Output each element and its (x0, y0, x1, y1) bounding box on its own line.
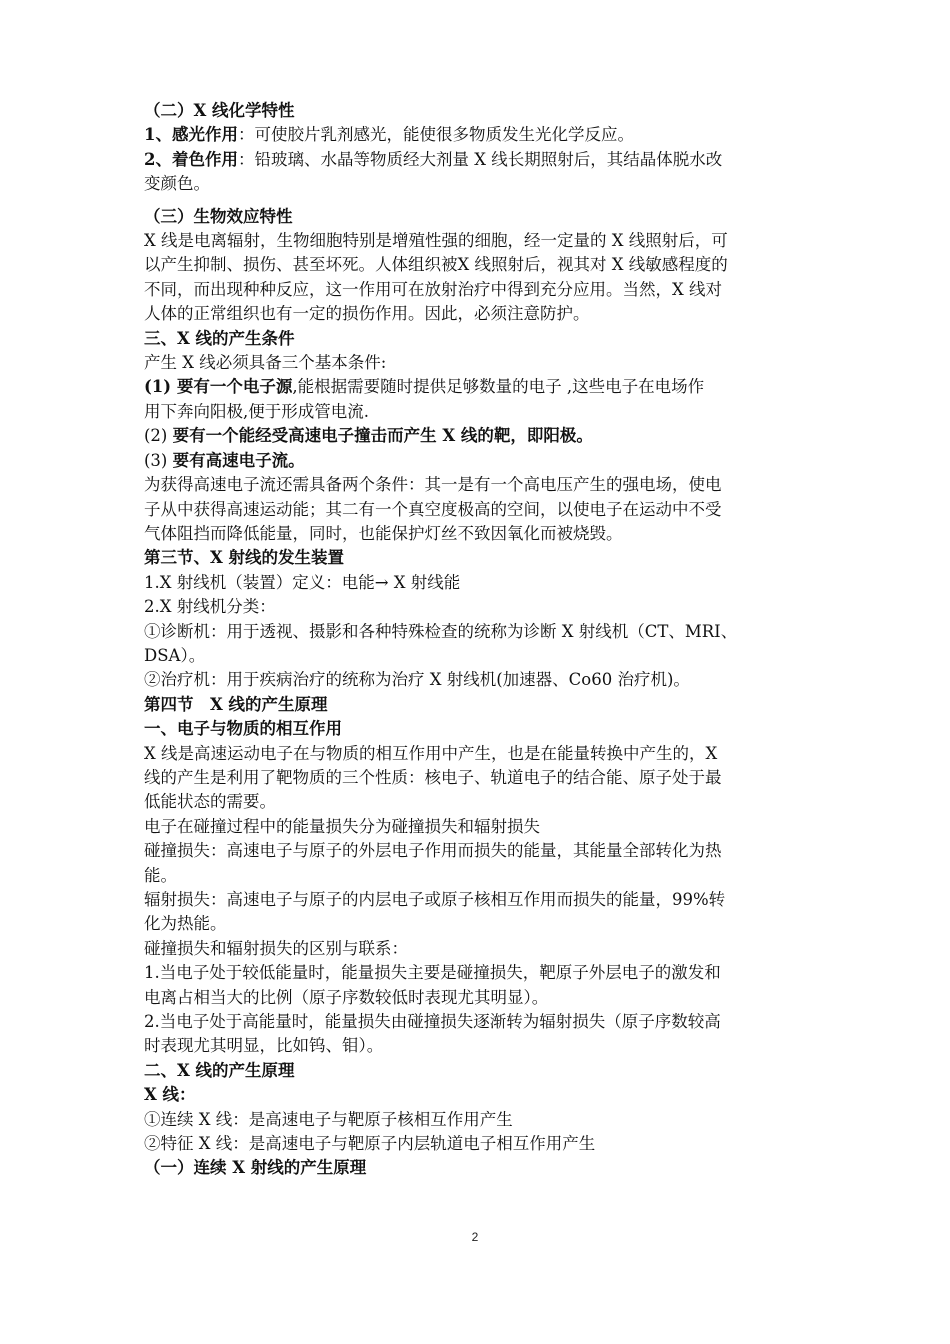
text-line: 一、电子与物质的相互作用 (144, 719, 342, 739)
bold-text: 要有高速电子流。 (172, 450, 305, 470)
text-line: 碰撞损失：高速电子与原子的外层电子作用而损失的能量，其能量全部转化为热 (144, 841, 722, 861)
text-line: 二、X 线的产生原理 (144, 1060, 295, 1080)
text-line (144, 449, 812, 473)
text: ：可使胶片乳剂感光，能使很多物质发生光化学反应。 (237, 125, 634, 145)
text-line: 化为热能。 (144, 914, 227, 934)
text-line: 低能状态的需要。 (144, 792, 276, 812)
text-line: X 线是电离辐射，生物细胞特别是增殖性强的细胞，经一定量的 X 线照射后，可 (144, 231, 728, 251)
text-line: 能。 (144, 865, 177, 885)
text-line: 电离占相当大的比例（原子序数较低时表现尤其明显）。 (144, 987, 549, 1007)
text-line: 1.当电子处于较低能量时，能量损失主要是碰撞损失，靶原子外层电子的激发和 (144, 963, 721, 983)
text-line (144, 375, 812, 399)
text-line: （二）X 线化学特性 (144, 101, 295, 120)
text-line: 电子在碰撞过程中的能量损失分为碰撞损失和辐射损失 (144, 816, 540, 836)
text-line: 以产生抑制、损伤、甚至坏死。人体组织被X 线照射后，视其对 X 线敏感程度的 (144, 255, 728, 275)
text-line: 1.X 射线机（装置）定义：电能→ X 射线能 (144, 572, 461, 592)
text-line: 2.X 射线机分类： (144, 597, 276, 617)
text-line: 气体阻挡而降低能量，同时，也能保护灯丝不致因氧化而被烧毁。 (144, 523, 623, 543)
text-line: 时表现尤其明显，比如钨、钼）。 (144, 1036, 384, 1056)
text-line: 产生 X 线必须具备三个基本条件: (144, 353, 387, 373)
text-line: ①连续 X 线：是高速电子与靶原子核相互作用产生 (144, 1109, 513, 1129)
text-line: 人体的正常组织也有一定的损伤作用。因此，必须注意防护。 (144, 304, 590, 324)
text-line (144, 424, 812, 448)
text-line: ②特征 X 线：是高速电子与靶原子内层轨道电子相互作用产生 (144, 1134, 596, 1154)
text-line: （三）生物效应特性 (144, 206, 293, 226)
text-line: 变颜色。 (144, 174, 210, 194)
page-number: 2 (471, 1230, 479, 1244)
text-line: 辐射损失：高速电子与原子的内层电子或原子核相互作用而损失的能量，99%转 (144, 890, 726, 909)
text-line: X 线： (144, 1085, 196, 1105)
text-line: 用下奔向阳极,便于形成管电流. (144, 401, 369, 421)
text-line: DSA）。 (144, 645, 206, 665)
text: ,能根据需要随时提供足够数量的电子 ,这些电子在电场作 (292, 377, 705, 397)
text-line (144, 148, 812, 172)
text: (2) (144, 426, 173, 446)
text: (3) (144, 450, 173, 470)
text-line: 不同，而出现种种反应，这一作用可在放射治疗中得到充分应用。当然，X 线对 (144, 279, 722, 299)
text: ：铅玻璃、水晶等物质经大剂量 X 线长期照射后，其结晶体脱水改 (237, 149, 723, 169)
text-line: 碰撞损失和辐射损失的区别与联系： (144, 938, 408, 958)
bold-text: (1) 要有一个电子源 (144, 377, 293, 397)
bold-text: 1、感光作用 (144, 125, 238, 145)
document-body (144, 99, 812, 1181)
text-line: （一）连续 X 射线的产生原理 (144, 1158, 367, 1178)
text-line: 为获得高速电子流还需具备两个条件：其一是有一个高电压产生的强电场，使电 (144, 475, 722, 495)
bold-text: 要有一个能经受高速电子撞击而产生 X 线的靶，即阳极。 (172, 426, 593, 446)
text-line (144, 123, 812, 147)
text-line: 子从中获得高速运动能；其二有一个真空度极高的空间，以使电子在运动中不受 (144, 499, 722, 519)
text-line: 第三节、X 射线的发生装置 (144, 548, 345, 568)
text-line: 线的产生是利用了靶物质的三个性质：核电子、轨道电子的结合能、原子处于最 (144, 767, 722, 787)
text-line: 2.当电子处于高能量时，能量损失由碰撞损失逐渐转为辐射损失（原子序数较高 (144, 1012, 721, 1032)
text-line: 三、X 线的产生条件 (144, 328, 295, 348)
text-line: 第四节 X 线的产生原理 (144, 694, 328, 714)
text-line: ②治疗机：用于疾病治疗的统称为治疗 X 射线机(加速器、Co60 治疗机)。 (144, 670, 690, 690)
text-line: ①诊断机：用于透视、摄影和各种特殊检查的统称为诊断 X 射线机（CT、MRI、 (144, 621, 738, 641)
bold-text: 2、着色作用 (144, 149, 238, 169)
text-line: X 线是高速运动电子在与物质的相互作用中产生，也是在能量转换中产生的，X (144, 743, 718, 763)
